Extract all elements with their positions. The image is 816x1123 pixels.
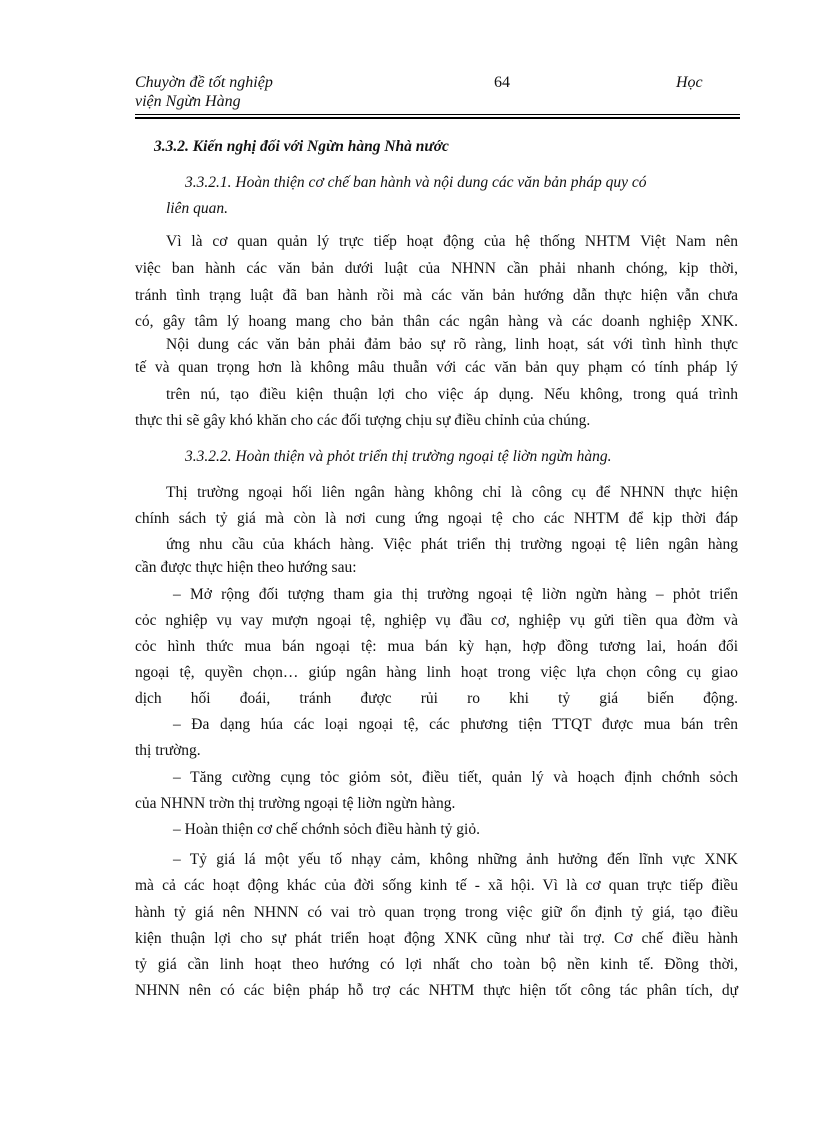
header-title-left-cont: viện Ngừn Hàng	[135, 93, 241, 110]
list-item-line: thị trường.	[135, 742, 201, 759]
list-item-line: dịch hối đoái, tránh được rủi ro khi tỷ giá biến động.	[135, 690, 738, 707]
list-item: – Tăng cường cụng tỏc giỏm sỏt, điều tiết, quản lý và hoạch định chớnh sỏch	[173, 769, 738, 786]
header-rule-thin	[135, 114, 740, 115]
subsection-title: 3.3.2.2. Hoàn thiện và phỏt triển thị trường ngoại tệ liờn ngừn hàng.	[185, 448, 612, 465]
list-item: – Tỷ giá lá một yếu tố nhạy cảm, không những ảnh hưởng đến lĩnh vực XNK	[173, 851, 738, 868]
list-item: – Đa dạng húa các loại ngoại tệ, các phương tiện TTQT được mua bán trên	[173, 716, 738, 733]
list-item: – Hoàn thiện cơ chế chớnh sỏch điều hành tỷ giỏ.	[173, 821, 480, 838]
subsection-title-cont: liên quan.	[166, 200, 228, 217]
paragraph-line: trên nú, tạo điều kiện thuận lợi cho việc áp dụng. Nếu không, trong quá trình	[166, 386, 738, 403]
list-item-line: cỏc hình thức mua bán ngoại tệ: mua bán kỳ hạn, hợp đồng tương lai, hoán đổi	[135, 638, 738, 655]
section-title: 3.3.2. Kiến nghị đối với Ngừn hàng Nhà nước	[154, 138, 449, 155]
paragraph-line: việc ban hành các văn bản dưới luật của NHNN cần phải nhanh chóng, kịp thời,	[135, 260, 738, 277]
paragraph-line: Thị trường ngoại hối liên ngân hàng không chỉ là công cụ để NHNN thực hiện	[166, 484, 738, 501]
paragraph-line: ứng nhu cầu của khách hàng. Việc phát triển thị trường ngoại tệ liên ngân hàng	[166, 536, 738, 553]
list-item-line: cỏc nghiệp vụ vay mượn ngoại tệ, nghiệp vụ đầu cơ, nghiệp vụ gửi tiền qua đờm và	[135, 612, 738, 629]
paragraph-line: thực thi sẽ gây khó khăn cho các đối tượng chịu sự điều chỉnh của chúng.	[135, 412, 591, 429]
list-item: – Mở rộng đối tượng tham gia thị trường ngoại tệ liờn ngừn hàng – phỏt triển	[173, 586, 738, 603]
header-title-right: Học	[676, 74, 703, 91]
paragraph-line: tránh tình trạng luật đã ban hành rồi mà các văn bản hướng dẫn thực hiện vẫn chưa	[135, 287, 738, 304]
page-number: 64	[494, 74, 510, 91]
list-item-line: của NHNN trờn thị trường ngoại tệ liờn ngừn hàng.	[135, 795, 456, 812]
paragraph-line: chính sách tỷ giá mà còn là nơi cung ứng ngoại tệ cho các NHTM để kịp thời đáp	[135, 510, 738, 527]
subsection-title: 3.3.2.1. Hoàn thiện cơ chế ban hành và nội dung các văn bản pháp quy có	[185, 174, 647, 191]
paragraph-line: Vì là cơ quan quản lý trực tiếp hoạt động của hệ thống NHTM Việt Nam nên	[166, 233, 738, 250]
list-item-line: tỷ giá cần linh hoạt theo hướng có lợi nhất cho toàn bộ nền kinh tế. Đồng thời,	[135, 956, 738, 973]
list-item-line: ngoại tệ, quyền chọn… giúp ngân hàng linh hoạt trong việc lựa chọn công cụ giao	[135, 664, 738, 681]
paragraph-line: có, gây tâm lý hoang mang cho bản thân các ngân hàng và các doanh nghiệp XNK.	[135, 313, 738, 330]
paragraph-line: tế và quan trọng hơn là không mâu thuẫn với các văn bản quy phạm có tính pháp lý	[135, 359, 738, 376]
paragraph-line: Nội dung các văn bản phải đảm bảo sự rõ ràng, linh hoạt, sát với tình hình thực	[166, 336, 738, 353]
list-item-line: hành tỷ giá nên NHNN có vai trò quan trọng trong việc giữ ổn định tỷ giá, tạo điều	[135, 904, 738, 921]
list-item-line: kiện thuận lợi cho sự phát triển hoạt động XNK cũng như tài trợ. Cơ chế điều hành	[135, 930, 738, 947]
list-item-line: mà cả các hoạt động khác của đời sống kinh tế - xã hội. Vì là cơ quan trực tiếp điều	[135, 877, 738, 894]
header-rule-thick	[135, 117, 740, 119]
list-item-line: NHNN nên có các biện pháp hỗ trợ các NHTM thực hiện tốt công tác phân tích, dự	[135, 982, 738, 999]
paragraph-line: cần được thực hiện theo hướng sau:	[135, 559, 357, 576]
header-title-left: Chuyờn đề tốt nghiệp	[135, 74, 273, 91]
